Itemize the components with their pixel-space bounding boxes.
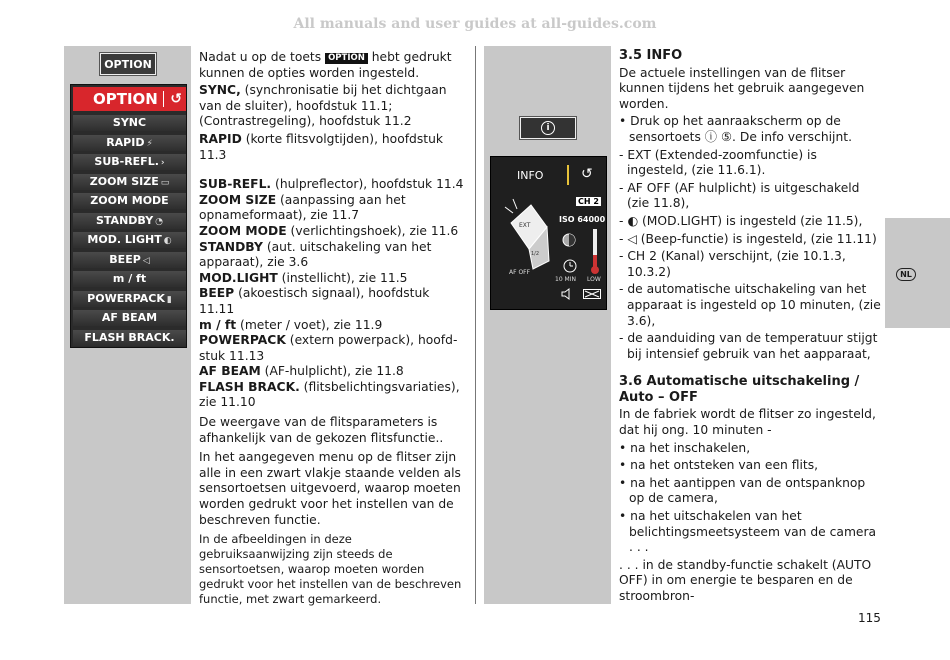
menu-item-label: FLASH BRACK. (84, 330, 175, 344)
left-text-column (199, 50, 465, 609)
menu-item[interactable] (73, 232, 186, 248)
option-menu-header (73, 87, 186, 111)
powerpack-entry: POWERPACK (extern powerpack), hoofd-stuk 11.13 (199, 333, 458, 363)
mod-light-icon (562, 233, 576, 247)
auto-bullet-3: • na het aantippen van de ontspanknop op de camera, (619, 475, 866, 506)
menu-item-label: ZOOM SIZE (89, 174, 159, 188)
menu-item-icon: ◁ (142, 255, 150, 266)
menu-item[interactable] (73, 154, 186, 170)
info-item-af-off: - AF OFF (AF hulplicht) is uitgeschakeld (zie 11.8), (619, 180, 860, 211)
menu-item-label: ZOOM MODE (90, 194, 169, 207)
option-button[interactable]: OPTION (100, 53, 156, 75)
menu-item[interactable] (73, 174, 186, 190)
option-menu (70, 84, 187, 348)
menu-item[interactable] (73, 115, 186, 131)
temperature-label: LOW (587, 276, 601, 283)
menu-item-icon: › (160, 158, 165, 168)
info-item-beep: - ◁ (Beep-functie) is ingesteld, (zie 11.11) (619, 231, 877, 246)
info-icon: i (541, 121, 555, 135)
auto-bullet-4: • na het uitschakelen van het belichtingsmeetsysteem van de camera . . . (619, 509, 877, 555)
back-icon[interactable]: ↺ (170, 91, 182, 107)
menu-item[interactable] (73, 271, 186, 287)
info-item-temperature: - de aanduiding van de temperatuur stijgt bij intensief gebruik van het aapparaat, (619, 331, 878, 361)
menu-item[interactable] (73, 310, 186, 326)
menu-item-icon: ◐ (163, 236, 172, 246)
info-item-channel: - CH 2 (Kanal) verschijnt, (zie 10.1.3, 10.3.2) (619, 249, 846, 279)
auto-bullet-2: • na het ontsteken van een flits, (619, 458, 819, 473)
auto-bullet-1: • na het inschakelen, (619, 440, 751, 455)
watermark: All manuals and user guides at all-guides.com (293, 16, 657, 32)
screen-title: INFO (517, 169, 544, 182)
menu-item[interactable] (73, 213, 186, 229)
section-info-heading: 3.5 INFO (619, 48, 683, 63)
afbeam-entry: AF BEAM (AF-hulplicht), zie 11.8 (199, 364, 404, 379)
menu-item-icon: ◔ (155, 216, 164, 227)
menu-item-icon: ▭ (160, 177, 170, 188)
menu-item-label: RAPID (106, 135, 145, 149)
intro-text-end: hebt gedrukt kunnen de opties worden ingesteld. (199, 50, 452, 80)
timer-icon (563, 259, 577, 273)
menu-item-label: SUB-REFL. (94, 155, 159, 168)
flashbrack-entry: FLASH BRACK. (flitsbelichtingsvariaties), zie 11.10 (199, 379, 460, 410)
menu-item-label: BEEP (109, 252, 141, 266)
menu-item-icon: ⚡ (146, 138, 153, 149)
info-item-ext: - EXT (Extended-zoomfunctie) is ingesteld, (zie 11.6.1). (619, 147, 817, 178)
info-item-auto-off: - de automatische uitschakeling van het apparaat is ingesteld op 10 minuten, (zie 3.6), (619, 282, 881, 328)
right-text-column (619, 48, 881, 607)
menu-item-label: AF BEAM (101, 311, 158, 324)
section-auto-off-heading: 3.6 Automatische uitschakeling / Auto – OFF (619, 374, 860, 405)
modlight-entry: MOD.LIGHT (instellicht), zie 11.5 (199, 270, 408, 285)
option-key-icon: OPTION (325, 53, 368, 64)
sync-entry: SYNC, (synchronisatie bij het dichtgaan van de sluiter), hoofdstuk 11.1; (Contrastregeling), hoofdstuk 11.2 (199, 83, 447, 129)
language-badge: NL (896, 268, 916, 281)
option-menu-title: OPTION (93, 90, 158, 108)
info-item-modlight: - ◐ (MOD.LIGHT) is ingesteld (zie 11.5), (619, 213, 863, 228)
beep-entry: BEEP (akoestisch signaal), hoofdstuk 11.11 (199, 286, 430, 316)
channel-badge: CH 2 (578, 197, 599, 206)
menu-item[interactable] (73, 330, 186, 346)
svg-text:EXT: EXT (519, 222, 531, 229)
rapid-entry: RAPID (korte flitsvolgtijden), hoofdstuk 11.3 (199, 131, 444, 162)
column-divider (475, 46, 476, 604)
menu-item-label: SYNC (112, 116, 147, 129)
auto-intro: In de fabriek wordt de flitser zo ingesteld, dat hij ong. 10 minuten - (619, 407, 876, 438)
temperature-icon (591, 229, 599, 275)
iso-readout: ISO 64000 (559, 215, 606, 224)
auto-end: . . . in de standby-functie schakelt (AUTO OFF) in om energie te besparen en de stroombron- (619, 557, 872, 603)
standby-entry: STANDBY (aut. uitschakeling van het apparaat), zie 3.6 (199, 239, 432, 270)
display-paragraph: De weergave van de flitsparameters is afhankelijk van de gekozen flitsfunctie.. (199, 415, 444, 445)
intro-text: Nadat u op de toets (199, 50, 326, 64)
svg-text:1/2: 1/2 (531, 251, 540, 257)
screen-back-icon[interactable]: ↺ (581, 166, 593, 182)
menu-item[interactable] (73, 135, 186, 151)
menu-item-icon: ▮ (166, 294, 172, 305)
menu-item[interactable] (73, 252, 186, 268)
images-paragraph: In de afbeeldingen in deze gebruiksaanwijzing zijn steeds de sensortoetsen, waarop moeten worden gedrukt voor het instellen van de beschreven functie, met zwart gemarkeerd. (199, 532, 462, 607)
menu-item-label: STANDBY (95, 213, 154, 227)
language-tab (885, 218, 950, 328)
info-bullet: • Druk op het aanraakscherm op de sensortoets ⓘ ⑤. De info verschijnt. (619, 114, 852, 144)
mft-entry: m / ft (meter / voet), zie 11.9 (199, 317, 383, 332)
menu-item-label: POWERPACK (87, 291, 165, 305)
menu-item[interactable] (73, 291, 186, 307)
page-number: 115 (858, 611, 881, 625)
info-intro: De actuele instellingen van de flitser kunnen tijdens het gebruik aangegeven worden. (619, 65, 865, 111)
menu-item-label: m / ft (112, 272, 147, 285)
speaker-icon (561, 288, 571, 300)
flash-head-icon (499, 197, 559, 273)
af-off-label: AF OFF (509, 269, 531, 276)
powerpack-icon (583, 289, 601, 299)
subrefl-entry: SUB-REFL. (hulpreflector), hoofdstuk 11.4 (199, 177, 464, 192)
screen-divider (567, 165, 569, 185)
menu-paragraph: In het aangegeven menu op de flitser zijn alle in een zwart vlakje staande velden als sensortoetsen uitgevoerd, waarop moeten worden gedrukt voor het instellen van de beschreven functie. (199, 450, 461, 527)
flash-info-screen (490, 156, 607, 310)
zoomsize-entry: ZOOM SIZE (aanpassing aan het opnameformaat), zie 11.7 (199, 192, 406, 223)
info-button[interactable] (520, 117, 576, 139)
auto-off-label: 10 MIN (555, 276, 576, 283)
menu-item[interactable] (73, 193, 186, 209)
zoommode-entry: ZOOM MODE (verlichtingshoek), zie 11.6 (199, 223, 459, 238)
menu-item-label: MOD. LIGHT (87, 233, 162, 246)
header-separator (163, 91, 164, 107)
